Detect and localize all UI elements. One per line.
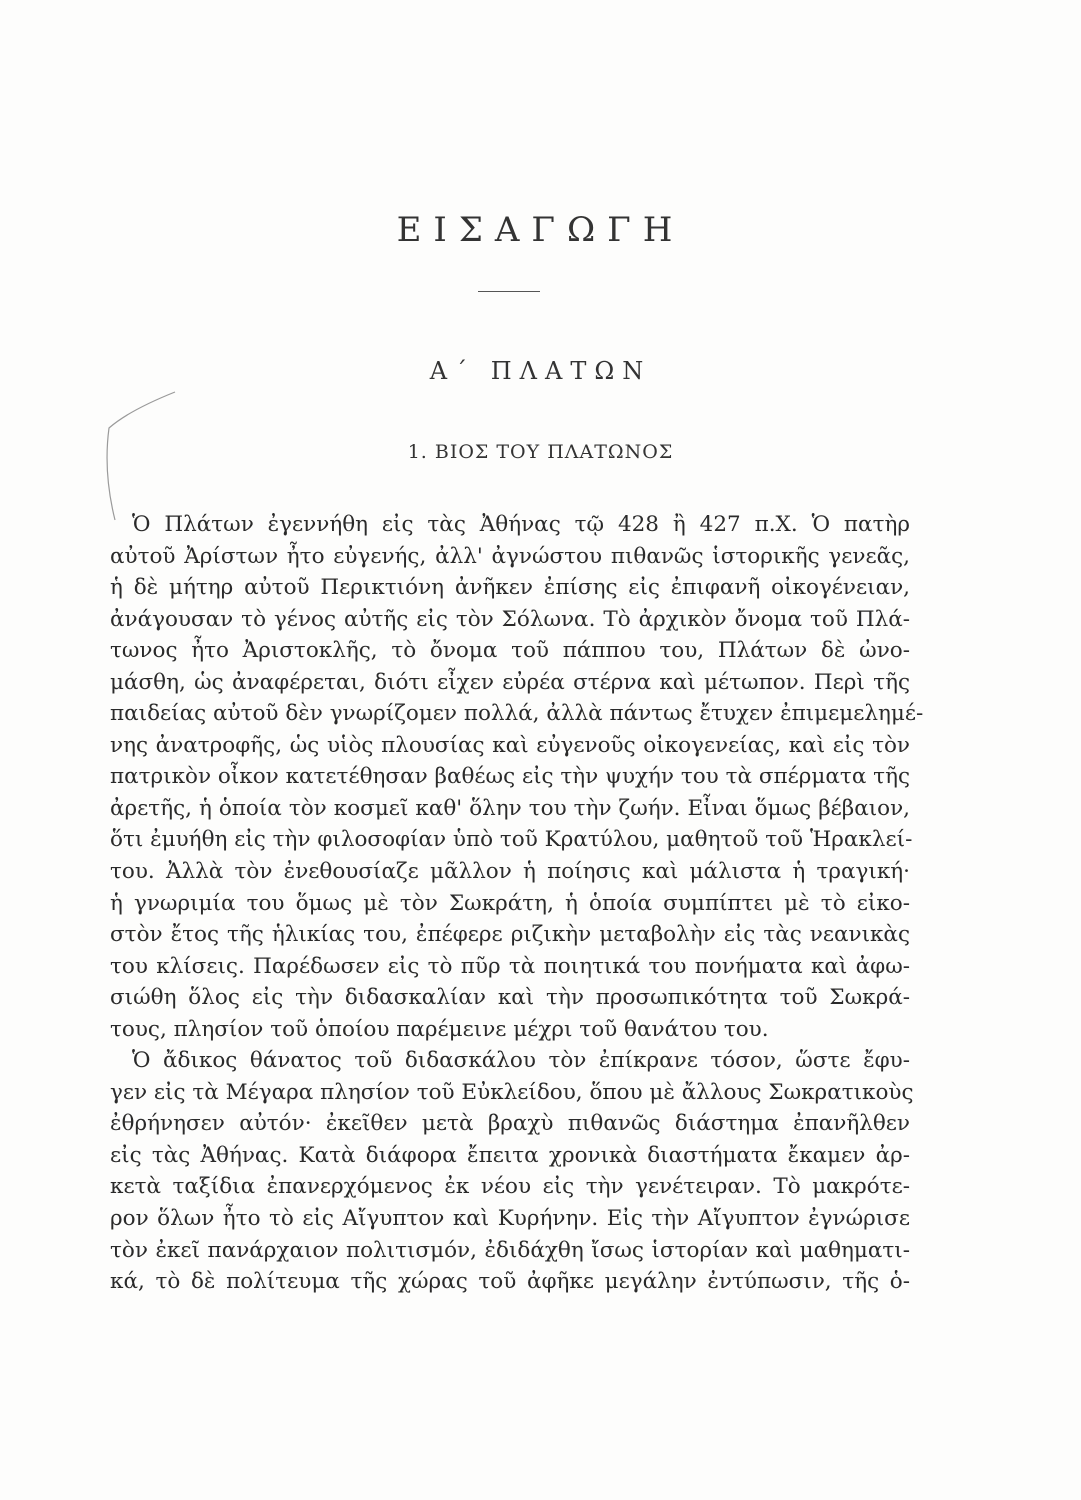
- body-text: [110, 509, 924, 1298]
- text-line: εἰς τὰς Ἀθήνας. Κατὰ διάφορα ἔπειτα χρονικὰ διαστήματα ἔκαμεν ἀρ-: [110, 1142, 910, 1168]
- text-line: τους, πλησίον τοῦ ὁποίου παρέμεινε μέχρι τοῦ θανάτου του.: [110, 1016, 769, 1042]
- text-line: στὸν ἔτος τῆς ἡλικίας του, ἐπέφερε ριζικὴν μεταβολὴν εἰς τὰς νεανικὰς: [110, 922, 910, 948]
- text-line: Ὁ ἄδικος θάνατος τοῦ διδασκάλου τὸν ἐπίκρανε τόσον, ὥστε ἔφυ-: [132, 1048, 910, 1074]
- section-heading: Α΄ ΠΛΑΤΩΝ: [429, 357, 652, 385]
- subsection-heading: 1. ΒΙΟΣ ΤΟΥ ΠΛΑΤΩΝΟΣ: [407, 441, 674, 463]
- text-line: κετὰ ταξίδια ἐπανερχόμενος ἐκ νέου εἰς τὴν γενέτειραν. Τὸ μακρότε-: [110, 1174, 910, 1200]
- text-line: πατρικὸν οἶκον κατετέθησαν βαθέως εἰς τὴν ψυχήν του τὰ σπέρματα τῆς: [110, 764, 910, 790]
- text-line: κά, τὸ δὲ πολίτευμα τῆς χώρας τοῦ ἀφῆκε μεγάλην ἐντύπωσιν, τῆς ὁ-: [110, 1269, 910, 1295]
- text-line: ἡ δὲ μήτηρ αὐτοῦ Περικτιόνη ἀνῆκεν ἐπίσης εἰς ἐπιφανῆ οἰκογένειαν,: [110, 575, 910, 601]
- text-line: ἡ γνωριμία του ὅμως μὲ τὸν Σωκράτη, ἡ ὁποία συμπίπτει μὲ τὸ εἰκο-: [110, 890, 910, 916]
- text-line: σιώθη ὅλος εἰς τὴν διδασκαλίαν καὶ τὴν προσωπικότητα τοῦ Σωκρά-: [110, 985, 910, 1011]
- text-line: νης ἀνατροφῆς, ὡς υἱὸς πλουσίας καὶ εὐγενοῦς οἰκογενείας, καὶ εἰς τὸν: [110, 732, 910, 758]
- title-divider: [478, 291, 540, 292]
- text-line: γεν εἰς τὰ Μέγαρα πλησίον τοῦ Εὐκλείδου, ὅπου μὲ ἄλλους Σωκρατικοὺς: [110, 1079, 914, 1105]
- text-line: του κλίσεις. Παρέδωσεν εἰς τὸ πῦρ τὰ ποιητικά του πονήματα καὶ ἀφω-: [110, 953, 910, 979]
- chapter-title: ΕΙΣΑΓΩΓΗ: [396, 210, 685, 250]
- text-line: ἀρετῆς, ἡ ὁποία τὸν κοσμεῖ καθ' ὅλην του τὴν ζωήν. Εἶναι ὅμως βέβαιον,: [110, 795, 910, 821]
- text-line: τὸν ἐκεῖ πανάρχαιον πολιτισμόν, ἐδιδάχθη ἴσως ἱστορίαν καὶ μαθηματι-: [110, 1237, 910, 1263]
- text-line: του. Ἀλλὰ τὸν ἐνεθουσίαζε μᾶλλον ἡ ποίησις καὶ μάλιστα ἡ τραγική·: [110, 859, 910, 885]
- text-line: Ὁ Πλάτων ἐγεννήθη εἰς τὰς Ἀθήνας τῷ 428 ἢ 427 π.Χ. Ὁ πατὴρ: [132, 512, 910, 537]
- text-line: μάσθη, ὡς ἀναφέρεται, διότι εἶχεν εὐρέα στέρνα καὶ μέτωπον. Περὶ τῆς: [110, 669, 910, 695]
- text-line: ὅτι ἐμυήθη εἰς τὴν φιλοσοφίαν ὑπὸ τοῦ Κρατύλου, μαθητοῦ τοῦ Ἡρακλεί-: [110, 827, 913, 853]
- text-line: παιδείας αὐτοῦ δὲν γνωρίζομεν πολλά, ἀλλὰ πάντως ἔτυχεν ἐπιμεμελημέ-: [110, 701, 924, 727]
- text-line: τωνος ἦτο Ἀριστοκλῆς, τὸ ὄνομα τοῦ πάππου του, Πλάτων δὲ ὠνο-: [110, 638, 910, 664]
- text-line: αὐτοῦ Ἀρίστων ἦτο εὐγενής, ἀλλ' ἀγνώστου πιθανῶς ἱστορικῆς γενεᾶς,: [110, 543, 910, 569]
- text-line: ἐθρήνησεν αὐτόν· ἐκεῖθεν μετὰ βραχὺ πιθανῶς διάστημα ἐπανῆλθεν: [110, 1111, 910, 1137]
- text-line: ἀνάγουσαν τὸ γένος αὐτῆς εἰς τὸν Σόλωνα. Τὸ ἀρχικὸν ὄνομα τοῦ Πλά-: [110, 606, 910, 632]
- text-line: ρον ὅλων ἦτο τὸ εἰς Αἴγυπτον καὶ Κυρήνην. Εἰς τὴν Αἴγυπτον ἐγνώρισε: [110, 1206, 910, 1232]
